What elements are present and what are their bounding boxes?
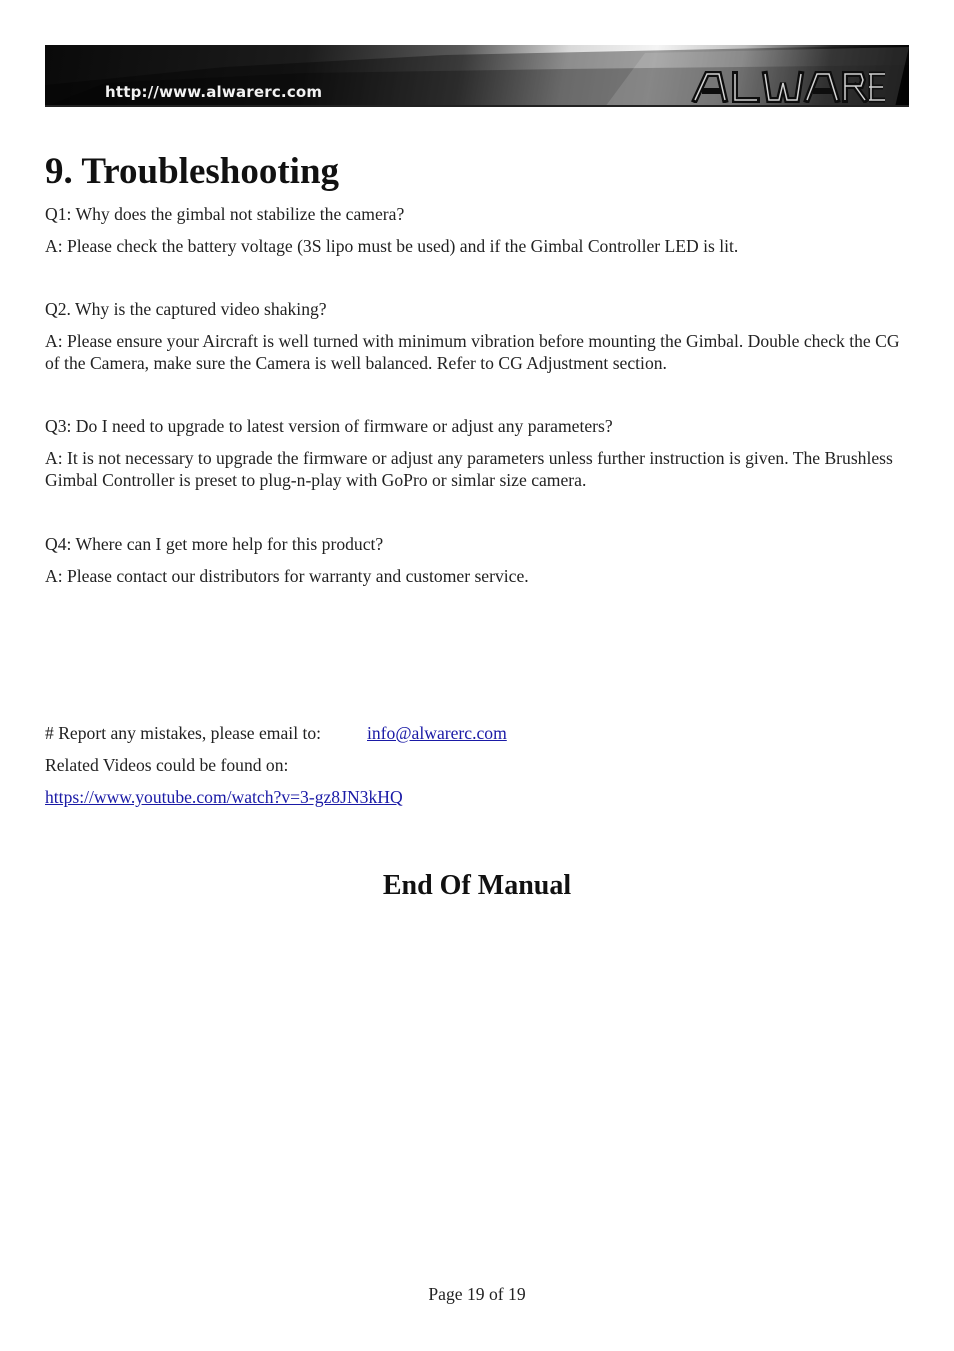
faq-question-3: Q3: Do I need to upgrade to latest version of firmware or adjust any parameters? [45,416,613,436]
end-of-manual: End Of Manual [382,870,572,901]
faq-answer-1: A: Please check the battery voltage (3S lipo must be used) and if the Gimbal Controller LED is lit. [45,236,739,256]
email-link[interactable]: info@alwarerc.com [367,723,507,743]
faq-question-1: Q1: Why does the gimbal not stabilize the camera? [45,204,405,224]
header-url[interactable]: http://www.alwarerc.com [105,83,323,101]
faq-answer-4: A: Please contact our distributors for warranty and customer service. [45,566,529,586]
alware-logo [691,69,887,103]
header-banner [45,45,909,107]
faq-answer-2: A: Please ensure your Aircraft is well turned with minimum vibration before mounting the Gimbal. Double check the CG of the Camera, make sure the Camera is well balanced. Refer to CG Adjustment section. [45,331,900,373]
faq-question-4: Q4: Where can I get more help for this product? [45,534,384,554]
faq-answer-3: A: It is not necessary to upgrade the firmware or adjust any parameters unless further instruction is given. The Brushless Gimbal Controller is preset to plug-n-play with GoPro or simlar size camera. [45,448,893,490]
youtube-link[interactable]: https://www.youtube.com/watch?v=3-gz8JN3kHQ [45,787,403,807]
faq-question-2: Q2. Why is the captured video shaking? [45,299,327,319]
section-title: 9. Troubleshooting [45,151,340,192]
videos-line [45,786,403,808]
videos-text: Related Videos could be found on: [45,755,289,775]
report-text: # Report any mistakes, please email to: [45,723,322,743]
page-number: Page 19 of 19 [428,1284,526,1304]
